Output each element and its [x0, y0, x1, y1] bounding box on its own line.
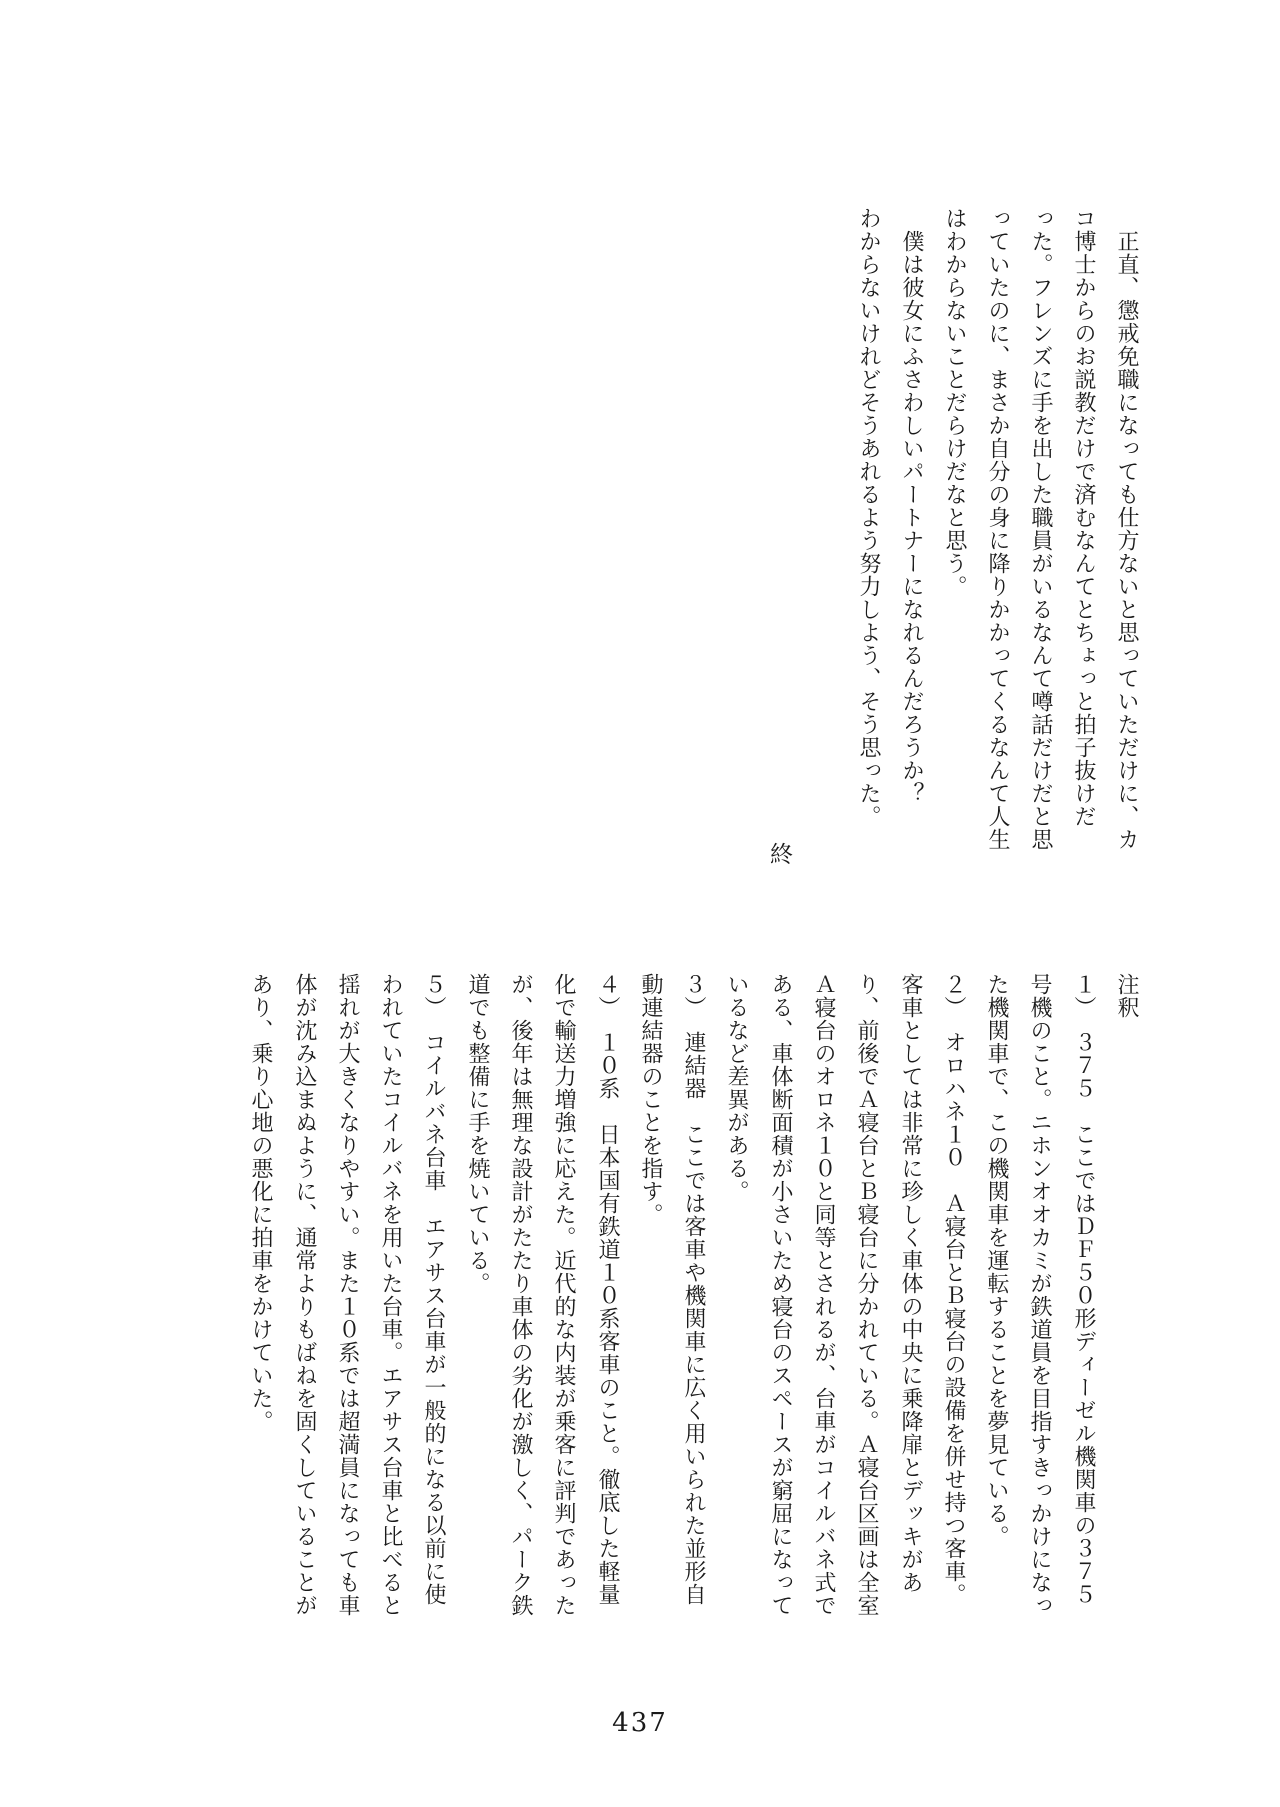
annotation-column: １） ３７５ ここではＤＦ５０形ディーゼル機関車の３７５: [1071, 973, 1096, 1606]
annotation-column: が、後年は無理な設計がたたり車体の劣化が激しく、パーク鉄: [508, 973, 533, 1617]
annotation-column: ある、車体断面積が小さいため寝台のスペースが窮屈になって: [768, 973, 793, 1617]
story-column: った。フレンズに手を出した職員がいるなんて噂話だけだと思: [1028, 207, 1053, 851]
annotation-column: 化で輸送力増強に応えた。近代的な内装が乗客に評判であった: [551, 973, 576, 1617]
annotation-column: あり、乗り心地の悪化に拍車をかけていた。: [248, 973, 273, 1433]
annotations-heading: 注釈: [1114, 973, 1139, 1019]
annotation-column: ４） １０系 日本国有鉄道１０系客車のこと。徹底した軽量: [595, 973, 620, 1606]
annotation-column: Ａ寝台のオロネ１０と同等とされるが、台車がコイルバネ式で: [811, 973, 836, 1617]
annotation-column: 号機のこと。ニホンオオカミが鉄道員を目指すきっかけになっ: [1027, 973, 1052, 1617]
end-mark: 終: [766, 842, 792, 866]
annotation-column: ３） 連結器 ここでは客車や機関車に広く用いられた並形自: [681, 973, 706, 1606]
story-column: わからないけれどそうあれるよう努力しよう、そう思った。: [856, 207, 881, 828]
annotation-column: た機関車で、この機関車を運転することを夢見ている。: [984, 973, 1009, 1548]
annotation-column: 道でも整備に手を焼いている。: [465, 973, 490, 1295]
annotation-column: り、前後でＡ寝台とＢ寝台に分かれている。Ａ寝台区画は全室: [854, 973, 879, 1617]
annotation-column: 動連結器のことを指す。: [638, 973, 663, 1226]
story-column: はわからないことだらけだなと思う。: [942, 207, 967, 598]
annotation-column: ２） オロハネ１０ Ａ寝台とＢ寝台の設備を併せ持つ客車。: [941, 973, 966, 1606]
story-column: っていたのに、まさか自分の身に降りかかってくるなんて人生: [985, 207, 1010, 851]
annotation-column: 客車としては非常に珍しく車体の中央に乗降扉とデッキがあ: [898, 973, 923, 1594]
page-number: 437: [612, 1708, 668, 1738]
story-column: 正直、懲戒免職になっても仕方ないと思っていただけに、カ: [1114, 207, 1139, 851]
story-column: 僕は彼女にふさわしいパートナーになれるんだろうか？: [899, 207, 924, 805]
annotation-column: ５） コイルバネ台車 エアサス台車が一般的になる以前に使: [421, 973, 446, 1606]
annotation-column: 体が沈み込まぬように、通常よりもばねを固くしていることが: [292, 973, 317, 1617]
annotation-column: いるなど差異がある。: [724, 973, 749, 1203]
annotation-column: われていたコイルバネを用いた台車。エアサス台車と比べると: [378, 973, 403, 1617]
story-column: コ博士からのお説教だけで済むなんてとちょっと拍子抜けだ: [1071, 207, 1096, 828]
annotation-column: 揺れが大きくなりやすい。また１０系では超満員になっても車: [335, 973, 360, 1617]
